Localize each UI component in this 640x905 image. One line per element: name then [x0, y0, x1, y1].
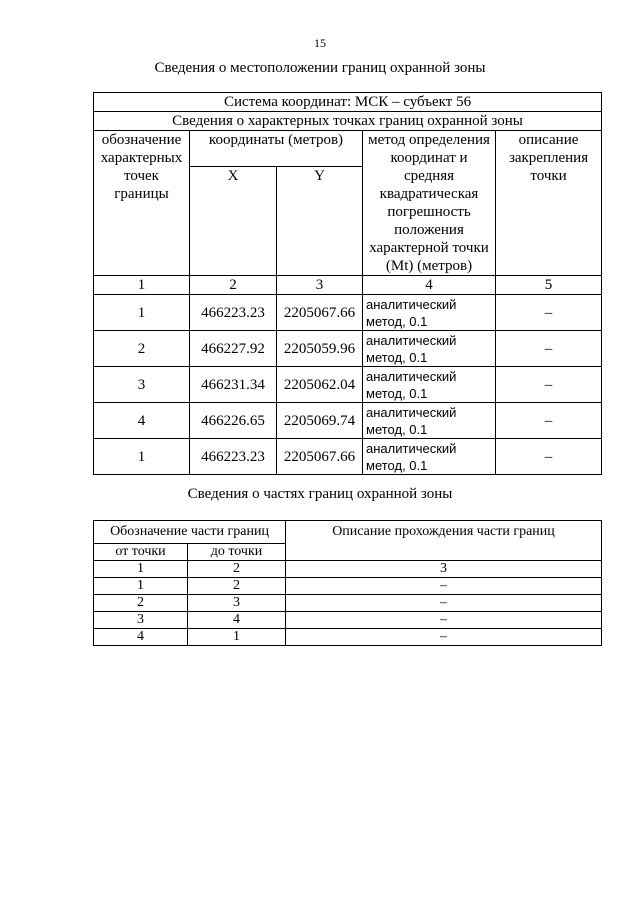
x-coordinate: 466227.92	[190, 331, 277, 367]
from-point: 3	[94, 612, 188, 629]
column-number: 3	[277, 276, 363, 295]
table-row	[94, 403, 602, 439]
method-cell: аналитический метод, 0.1	[363, 331, 496, 367]
header-to-point: до точки	[188, 544, 286, 561]
x-coordinate: 466223.23	[190, 295, 277, 331]
page-number: 15	[314, 36, 326, 50]
column-number: 2	[188, 561, 286, 578]
column-number: 1	[94, 561, 188, 578]
table-row	[94, 612, 602, 629]
header-from-point: от точки	[94, 544, 188, 561]
part-description: –	[286, 578, 602, 595]
y-coordinate: 2205069.74	[277, 403, 363, 439]
x-coordinate: 466226.65	[190, 403, 277, 439]
y-coordinate: 2205059.96	[277, 331, 363, 367]
y-coordinate: 2205067.66	[277, 439, 363, 475]
point-id: 1	[94, 295, 190, 331]
point-id: 3	[94, 367, 190, 403]
boundary-parts-table	[93, 520, 602, 646]
x-coordinate: 466231.34	[190, 367, 277, 403]
part-description: –	[286, 612, 602, 629]
point-id: 2	[94, 331, 190, 367]
main-heading: Сведения о местоположении границ охранной зоны	[154, 60, 486, 76]
column-number: 2	[190, 276, 277, 295]
to-point: 3	[188, 595, 286, 612]
header-y: Y	[277, 167, 363, 276]
column-number: 3	[286, 561, 602, 578]
from-point: 4	[94, 629, 188, 646]
coordinate-system-row: Система координат: МСК – субъект 56	[94, 93, 602, 112]
to-point: 4	[188, 612, 286, 629]
description-cell: –	[496, 295, 602, 331]
x-coordinate: 466223.23	[190, 439, 277, 475]
table-row	[94, 295, 602, 331]
column-number: 1	[94, 276, 190, 295]
header-method: метод определения координат и средняя квадратическая погрешность положения характерной точки (Mt) (метров)	[363, 131, 496, 276]
point-id: 1	[94, 439, 190, 475]
column-number-row	[94, 276, 602, 295]
to-point: 2	[188, 578, 286, 595]
parts-heading: Сведения о частях границ охранной зоны	[187, 486, 453, 502]
method-cell: аналитический метод, 0.1	[363, 439, 496, 475]
y-coordinate: 2205067.66	[277, 295, 363, 331]
table-row	[94, 595, 602, 612]
header-point-designation: обозначение характерных точек границы	[94, 131, 190, 276]
column-number: 5	[496, 276, 602, 295]
column-number-row	[94, 561, 602, 578]
table-row	[94, 439, 602, 475]
point-id: 4	[94, 403, 190, 439]
description-cell: –	[496, 439, 602, 475]
header-coordinates: координаты (метров)	[190, 131, 363, 167]
table-row	[94, 331, 602, 367]
method-cell: аналитический метод, 0.1	[363, 403, 496, 439]
header-part-description: Описание прохождения части границ	[286, 521, 602, 561]
from-point: 2	[94, 595, 188, 612]
boundary-points-table	[93, 92, 602, 475]
header-x: X	[190, 167, 277, 276]
column-number: 4	[363, 276, 496, 295]
to-point: 1	[188, 629, 286, 646]
table-row	[94, 367, 602, 403]
section-title-row: Сведения о характерных точках границ охранной зоны	[94, 112, 602, 131]
method-cell: аналитический метод, 0.1	[363, 295, 496, 331]
method-cell: аналитический метод, 0.1	[363, 367, 496, 403]
table-row	[94, 578, 602, 595]
description-cell: –	[496, 367, 602, 403]
from-point: 1	[94, 578, 188, 595]
part-description: –	[286, 595, 602, 612]
y-coordinate: 2205062.04	[277, 367, 363, 403]
table-row	[94, 629, 602, 646]
header-part-designation: Обозначение части границ	[94, 521, 286, 544]
part-description: –	[286, 629, 602, 646]
header-description: описание закрепления точки	[496, 131, 602, 276]
description-cell: –	[496, 331, 602, 367]
description-cell: –	[496, 403, 602, 439]
